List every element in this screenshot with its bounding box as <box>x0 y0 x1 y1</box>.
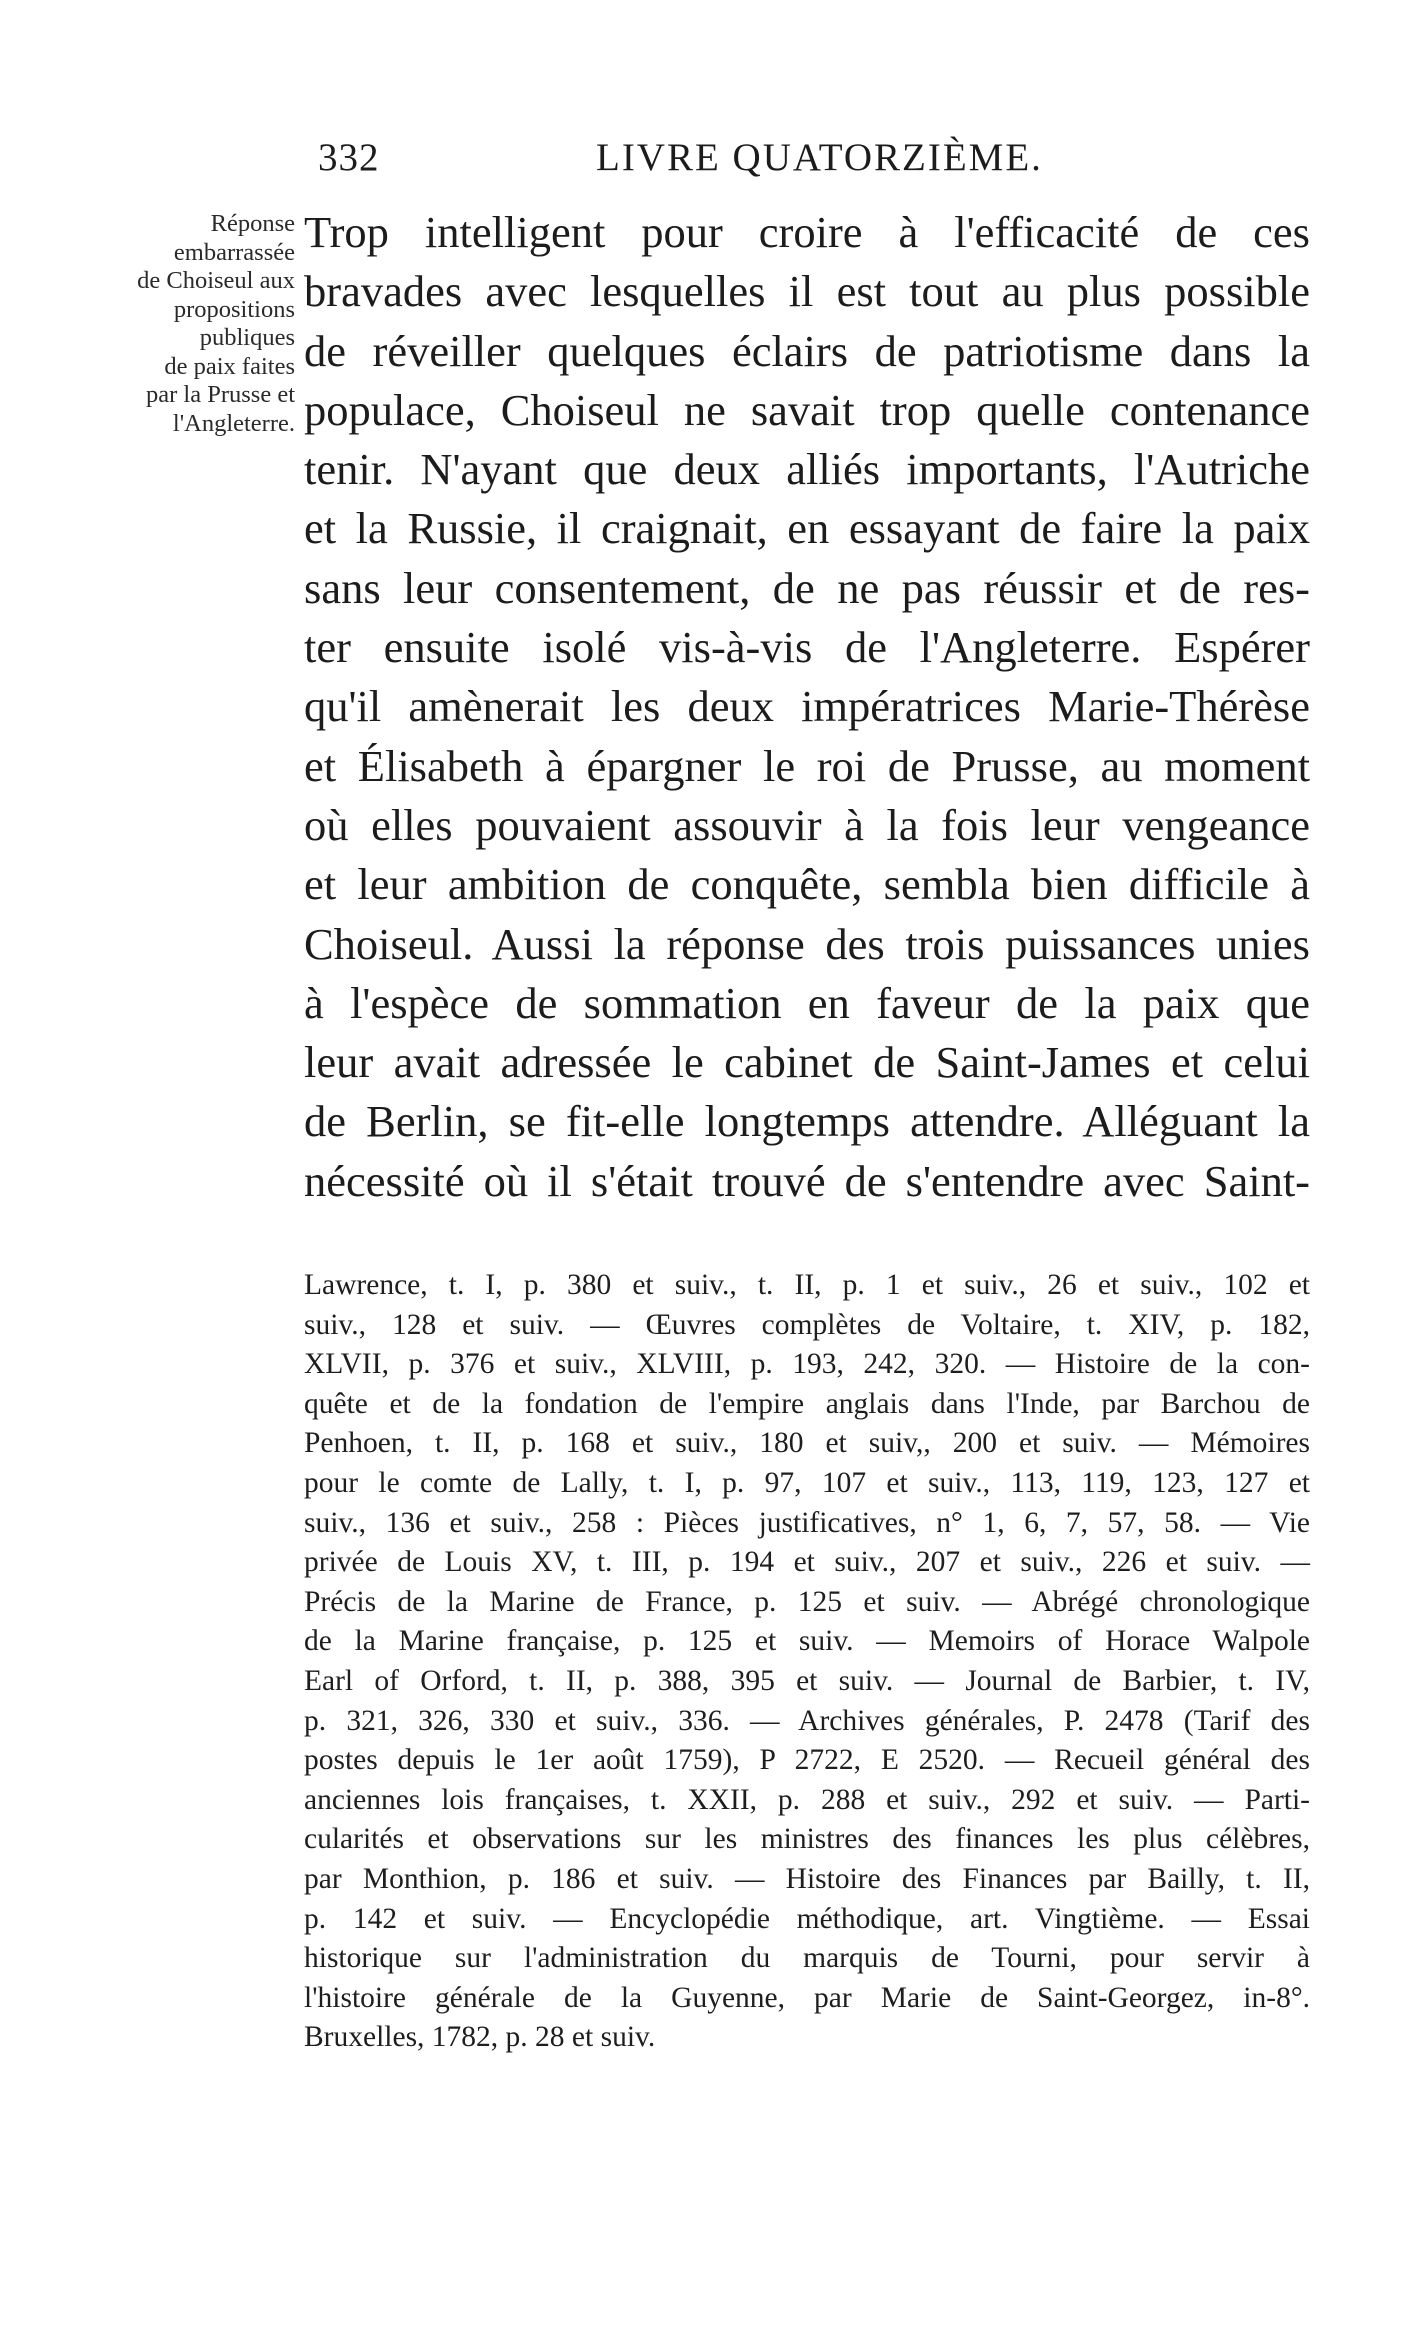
margin-note <box>80 210 295 438</box>
footnote-line: cularités et observations sur les ministres des finances les plus célèbres, <box>304 1823 1310 1856</box>
body-line: populace, Choiseul ne savait trop quelle contenance <box>304 384 1310 435</box>
body-line: ter ensuite isolé vis-à-vis de l'Angleterre. Espérer <box>304 622 1310 673</box>
footnote-line: Bruxelles, 1782, p. 28 et suiv. <box>304 2021 656 2054</box>
margin-note-line: par la Prusse et <box>146 381 295 408</box>
footnote-line: par Monthion, p. 186 et suiv. — Histoire des Finances par Bailly, t. II, <box>304 1862 1310 1895</box>
margin-note-line: publiques <box>199 324 295 351</box>
body-line: et Élisabeth à épargner le roi de Prusse, au moment <box>304 740 1310 791</box>
margin-note-line: propositions <box>173 295 295 323</box>
margin-note-line: embarrassée <box>173 238 295 266</box>
body-line: à l'espèce de sommation en faveur de la paix que <box>304 977 1310 1028</box>
footnote-line: postes depuis le 1er août 1759), P 2722, E 2520. — Recueil général des <box>304 1744 1310 1777</box>
body-line: qu'il amènerait les deux impératrices Marie-Thérèse <box>304 681 1310 732</box>
footnote-line: quête et de la fondation de l'empire anglais dans l'Inde, par Barchou de <box>304 1387 1310 1420</box>
margin-note-line: l'Angleterre. <box>172 409 295 437</box>
margin-note-line: de paix faites <box>164 352 295 380</box>
footnote-line: suiv., 136 et suiv., 258 : Pièces justificatives, n° 1, 6, 7, 57, 58. — Vie <box>304 1506 1310 1539</box>
body-line: sans leur consentement, de ne pas réussir et de res- <box>304 562 1310 613</box>
body-line: de réveiller quelques éclairs de patriotisme dans la <box>304 325 1310 376</box>
body-line: nécessité où il s'était trouvé de s'entendre avec Saint- <box>304 1155 1310 1206</box>
footnote-line: Lawrence, t. I, p. 380 et suiv., t. II, p. 1 et suiv., 26 et suiv., 102 et <box>304 1269 1310 1301</box>
body-line: et leur ambition de conquête, sembla bien difficile à <box>304 859 1310 910</box>
main-paragraph <box>304 203 1310 1211</box>
footnote-line: p. 321, 326, 330 et suiv., 336. — Archives générales, P. 2478 (Tarif des <box>304 1704 1310 1737</box>
footnote-line: l'histoire générale de la Guyenne, par Marie de Saint-Georgez, in-8°. <box>304 1981 1310 2014</box>
margin-note-line: Réponse <box>210 210 295 237</box>
body-line: bravades avec lesquelles il est tout au plus possible <box>304 266 1310 317</box>
footnote-line: anciennes lois françaises, t. XXII, p. 288 et suiv., 292 et suiv. — Parti- <box>304 1783 1310 1816</box>
body-line: leur avait adressée le cabinet de Saint-James et celui <box>304 1037 1310 1088</box>
page-number: 332 <box>318 136 380 179</box>
footnote-line: XLVII, p. 376 et suiv., XLVIII, p. 193, 242, 320. — Histoire de la con- <box>304 1348 1310 1381</box>
body-line: tenir. N'ayant que deux alliés importants, l'Autriche <box>304 444 1310 495</box>
body-line: où elles pouvaient assouvir à la fois leur vengeance <box>304 799 1310 850</box>
footnote-line: p. 142 et suiv. — Encyclopédie méthodique, art. Vingtième. — Essai <box>304 1902 1310 1935</box>
margin-note-line: de Choiseul aux <box>137 267 295 294</box>
footnote-line: suiv., 128 et suiv. — Œuvres complètes de Voltaire, t. XIV, p. 182, <box>304 1308 1310 1341</box>
body-line: de Berlin, se fit-elle longtemps attendre. Alléguant la <box>304 1096 1310 1147</box>
footnote-line: Penhoen, t. II, p. 168 et suiv., 180 et suiv,, 200 et suiv. — Mémoires <box>304 1427 1310 1460</box>
footnote-line: privée de Louis XV, t. III, p. 194 et suiv., 207 et suiv., 226 et suiv. — <box>304 1546 1310 1579</box>
footnote-line: de la Marine française, p. 125 et suiv. — Memoirs of Horace Walpole <box>304 1625 1310 1658</box>
footnote-line: pour le comte de Lally, t. I, p. 97, 107 et suiv., 113, 119, 123, 127 et <box>304 1466 1310 1499</box>
footnote-line: Earl of Orford, t. II, p. 388, 395 et suiv. — Journal de Barbier, t. IV, <box>304 1664 1310 1697</box>
body-line: Choiseul. Aussi la réponse des trois puissances unies <box>304 918 1310 969</box>
footnote-line: Précis de la Marine de France, p. 125 et suiv. — Abrégé chronologique <box>304 1585 1310 1618</box>
footnotes <box>304 1266 1310 2058</box>
body-line: Trop intelligent pour croire à l'efficacité de ces <box>304 207 1310 257</box>
footnote-line: historique sur l'administration du marquis de Tourni, pour servir à <box>304 1942 1310 1975</box>
running-title: LIVRE QUATORZIÈME. <box>596 136 1043 179</box>
body-line: et la Russie, il craignait, en essayant de faire la paix <box>304 503 1310 554</box>
page-header <box>0 135 1413 185</box>
